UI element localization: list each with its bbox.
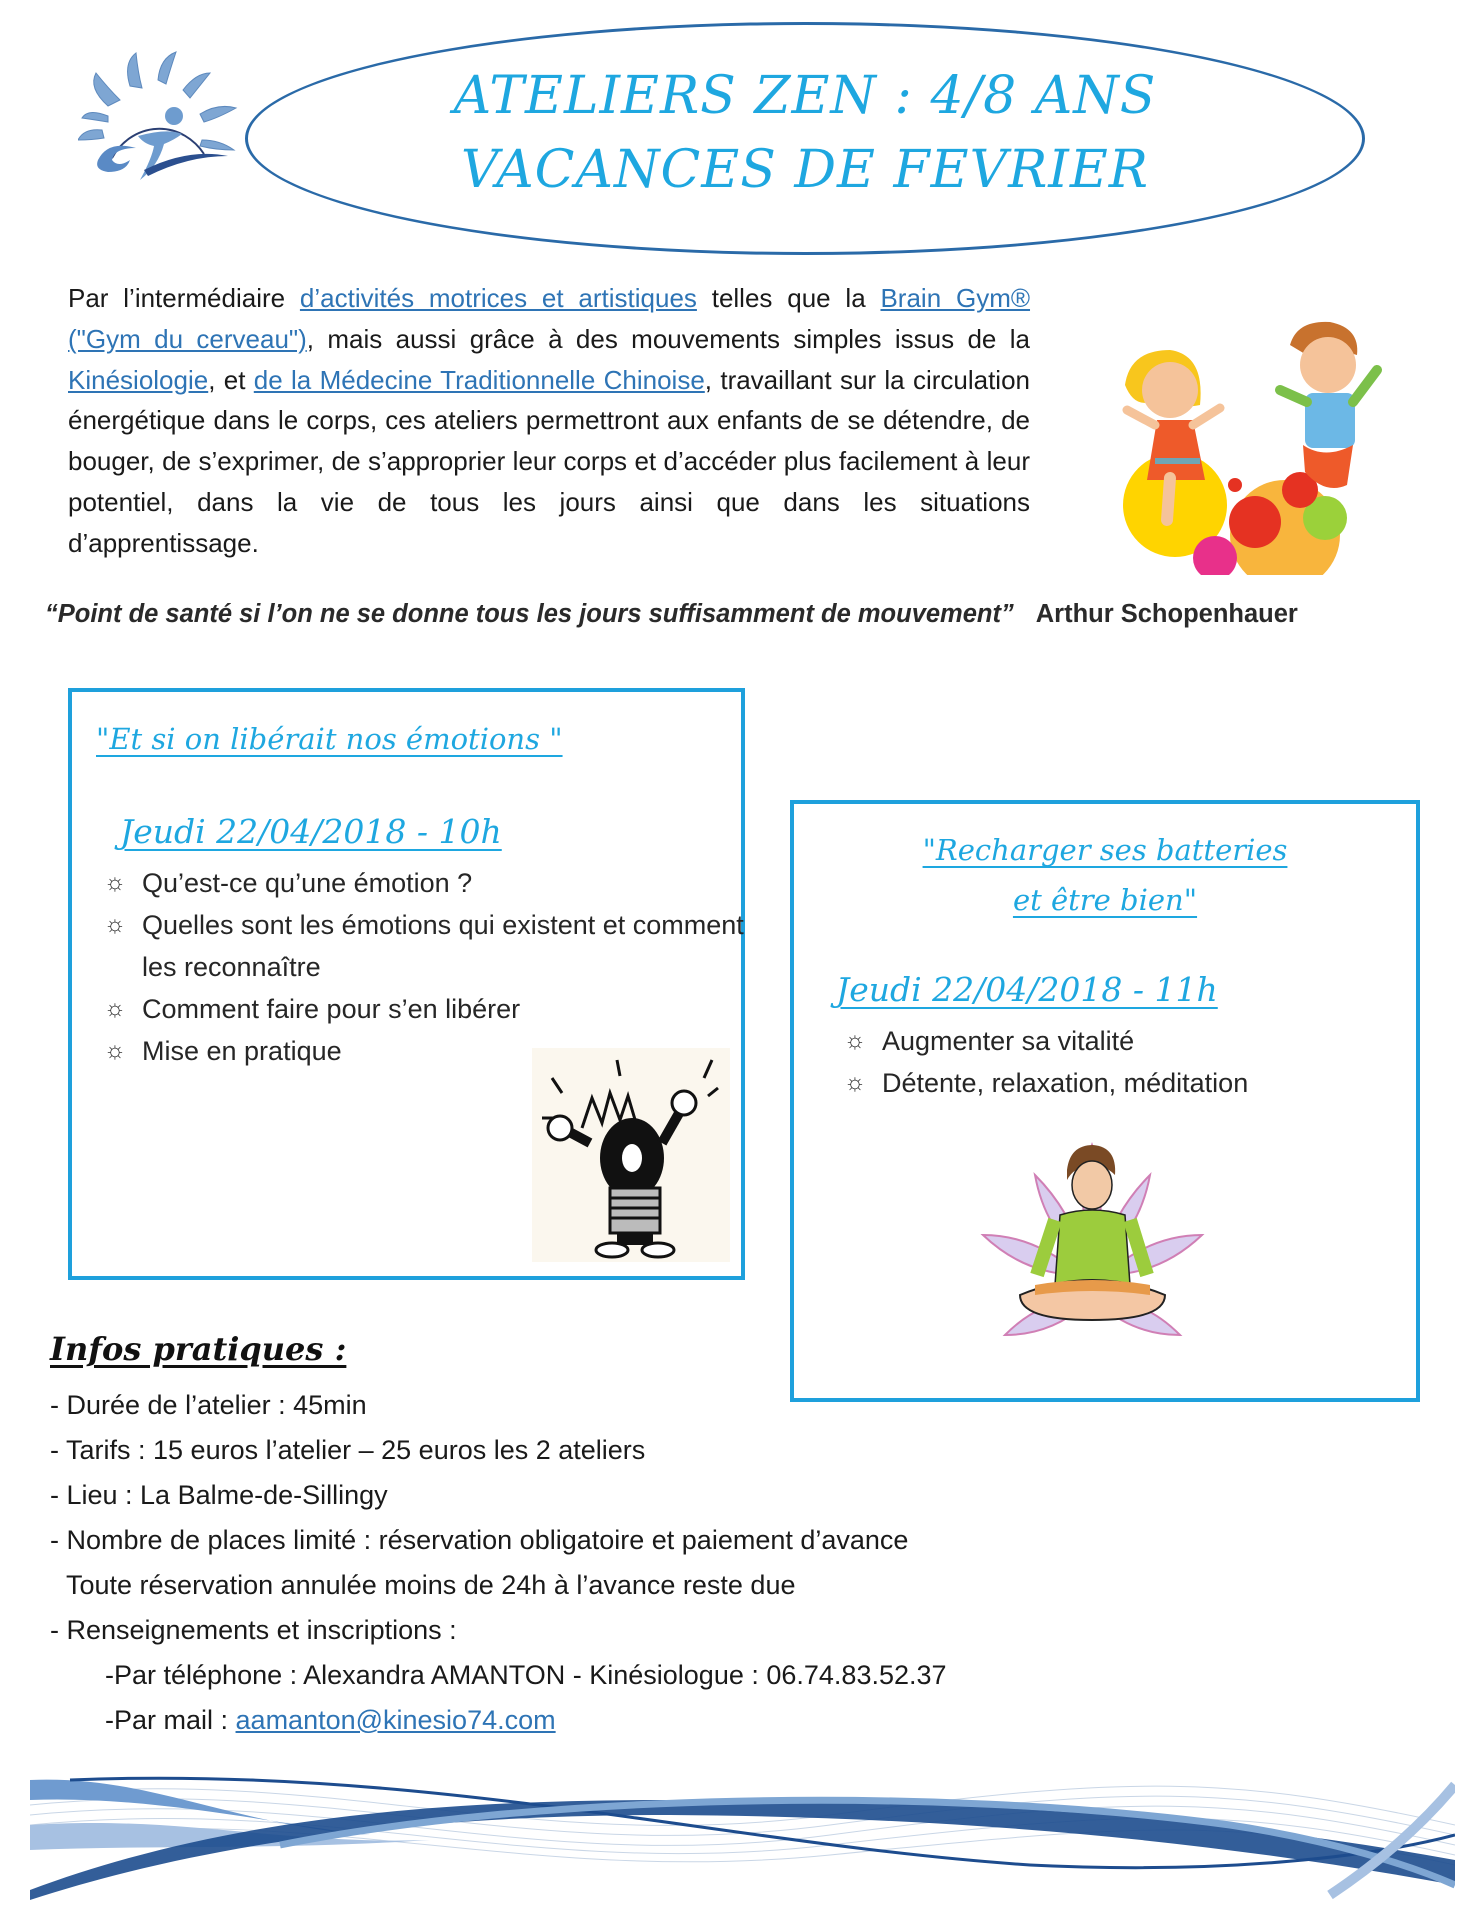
page-title-line2: VACANCES DE FEVRIER: [461, 140, 1149, 200]
info-price: - Tarifs : 15 euros l’atelier – 25 euros les 2 ateliers: [50, 1435, 646, 1465]
email-link[interactable]: aamanton@kinesio74.com: [235, 1705, 556, 1735]
sun-bullet-icon: ☼: [104, 869, 126, 896]
intro-paragraph: [68, 278, 1030, 564]
info-duration: - Durée de l’atelier : 45min: [50, 1390, 367, 1420]
link-kinesiologie[interactable]: Kinésiologie: [68, 364, 209, 395]
workshop-items-recharge: [844, 1020, 1404, 1104]
workshop-title-line2: et être bien": [1012, 883, 1198, 917]
list-item: [104, 988, 744, 1030]
quote-author: Arthur Schopenhauer: [1035, 600, 1298, 628]
info-contact-header: - Renseignements et inscriptions :: [50, 1615, 457, 1645]
intro-text: Par l’intermédiaire: [68, 283, 300, 313]
list-item-text: Quelles sont les émotions qui existent et comment les reconnaître: [142, 910, 744, 982]
list-item: [844, 1020, 1404, 1062]
list-item-text: Détente, relaxation, méditation: [882, 1068, 1249, 1098]
infos-title: Infos pratiques :: [50, 1330, 347, 1368]
mail-label: -Par mail :: [105, 1705, 236, 1735]
wave-footer-decoration: [30, 1755, 1455, 1900]
info-phone: -Par téléphone : Alexandra AMANTON - Kinésiologue : 06.74.83.52.37: [105, 1660, 947, 1690]
sun-bullet-icon: ☼: [104, 911, 126, 938]
info-cancellation: Toute réservation annulée moins de 24h à l’avance reste due: [66, 1570, 796, 1600]
quote: [45, 600, 1465, 629]
list-item: [104, 862, 744, 904]
list-item: [104, 904, 744, 988]
intro-text: , mais aussi grâce à des mouvements simples issus de la: [306, 323, 1030, 354]
list-item-text: Qu’est-ce qu’une émotion ?: [142, 868, 473, 898]
link-brain-gym[interactable]: Brain Gym® ("Gym du cerveau"): [68, 283, 1031, 354]
workshop-items-emotions: [104, 862, 744, 1072]
jumping-kids-illustration: [1085, 290, 1415, 575]
workshop-title-line1: "Recharger ses batteries: [922, 833, 1288, 867]
workshop-date-emotions: Jeudi 22/04/2018 - 10h: [120, 812, 502, 851]
shouting-child-cartoon: [532, 1048, 730, 1262]
info-location: - Lieu : La Balme-de-Sillingy: [50, 1480, 388, 1510]
info-mail: [50, 1698, 947, 1743]
list-item-text: Augmenter sa vitalité: [882, 1026, 1135, 1056]
intro-text: , et: [208, 364, 254, 395]
list-item-text: Comment faire pour s’en libérer: [142, 994, 521, 1024]
intro-text: telles que la: [696, 283, 881, 313]
link-motor-artistic-activities[interactable]: d’activités motrices et artistiques: [299, 283, 697, 313]
workshop-title-emotions: "Et si on libérait nos émotions ": [96, 722, 563, 756]
title-ellipse-frame: [245, 22, 1365, 255]
sun-bullet-icon: ☼: [104, 1037, 126, 1064]
workshop-date-recharge: Jeudi 22/04/2018 - 11h: [836, 970, 1218, 1009]
list-item: [844, 1062, 1404, 1104]
list-item-text: Mise en pratique: [142, 1036, 342, 1066]
meditating-child-illustration: [975, 1135, 1210, 1357]
infos-list: [50, 1383, 947, 1743]
sun-bullet-icon: ☼: [844, 1069, 866, 1096]
sun-bullet-icon: ☼: [104, 995, 126, 1022]
info-booking: - Nombre de places limité : réservation obligatoire et paiement d’avance: [50, 1525, 909, 1555]
intro-text: , travaillant sur la circulation énergétique dans le corps, ces ateliers permettront aux enfants de se détendre, de bouger, de s’exprimer, de s’approprier leur corps et d’accéder plus facilement à leur potentiel, dans la vie de tous les jours ainsi que dans les situations d’apprentissage.: [68, 364, 1030, 558]
quote-text: “Point de santé si l’on ne se donne tous les jours suffisamment de mouvement”: [45, 600, 1014, 628]
page-title-line1: ATELIERS ZEN : 4/8 ANS: [453, 66, 1157, 126]
sun-logo-icon: [78, 48, 248, 183]
link-medecine-chinoise[interactable]: de la Médecine Traditionnelle Chinoise: [253, 364, 705, 395]
sun-bullet-icon: ☼: [844, 1027, 866, 1054]
workshop-title-recharge: [800, 825, 1410, 925]
